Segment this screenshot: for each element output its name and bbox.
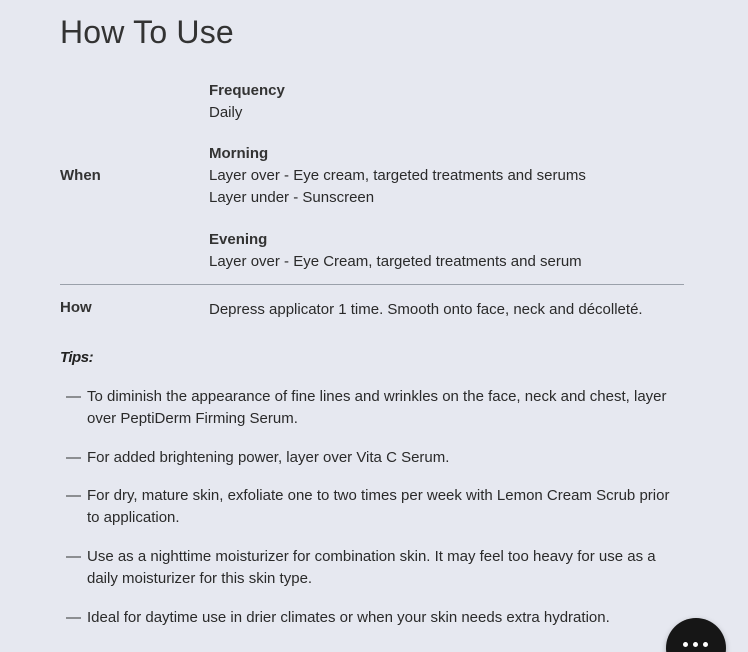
usage-table	[60, 80, 684, 335]
dash-bullet-icon: —	[66, 449, 81, 466]
tips-label: Tips:	[60, 349, 94, 366]
tip-text: For added brightening power, layer over Vita C Serum.	[87, 449, 450, 466]
tip-text: To diminish the appearance of fine lines and wrinkles on the face, neck and chest, layer over PeptiDerm Firming Serum.	[87, 388, 667, 427]
morning-heading: Morning	[209, 145, 269, 162]
dash-bullet-icon: —	[66, 548, 81, 565]
morning-line: Layer under - Sunscreen	[209, 189, 375, 206]
tip-text: For dry, mature skin, exfoliate one to two times per week with Lemon Cream Scrub prior to application.	[87, 487, 670, 526]
morning-block	[209, 143, 586, 209]
tip-text: Ideal for daytime use in drier climates or when your skin needs extra hydration.	[87, 609, 610, 626]
tip-item	[66, 447, 686, 469]
tip-item	[66, 485, 686, 529]
tip-text: Use as a nighttime moisturizer for combination skin. It may feel too heavy for use as a daily moisturizer for this skin type.	[87, 548, 656, 587]
frequency-block	[209, 80, 285, 124]
how-label: How	[60, 299, 92, 316]
evening-heading: Evening	[209, 231, 268, 248]
morning-line: Layer over - Eye cream, targeted treatments and serums	[209, 167, 586, 184]
dash-bullet-icon: —	[66, 609, 81, 626]
evening-block	[209, 229, 582, 273]
tip-item	[66, 607, 686, 629]
tips-list	[66, 386, 686, 629]
dash-bullet-icon: —	[66, 388, 81, 405]
evening-line: Layer over - Eye Cream, targeted treatments and serum	[209, 253, 582, 270]
tip-item	[66, 386, 686, 430]
tip-item	[66, 546, 686, 590]
how-text: Depress applicator 1 time. Smooth onto face, neck and décolleté.	[209, 301, 643, 318]
frequency-value: Daily	[209, 104, 243, 121]
when-label: When	[60, 167, 101, 184]
when-row	[60, 80, 684, 285]
how-row	[60, 285, 684, 335]
frequency-heading: Frequency	[209, 82, 285, 99]
dash-bullet-icon: —	[66, 487, 81, 504]
chat-dots-icon	[683, 642, 709, 648]
section-title: How To Use	[60, 14, 234, 50]
